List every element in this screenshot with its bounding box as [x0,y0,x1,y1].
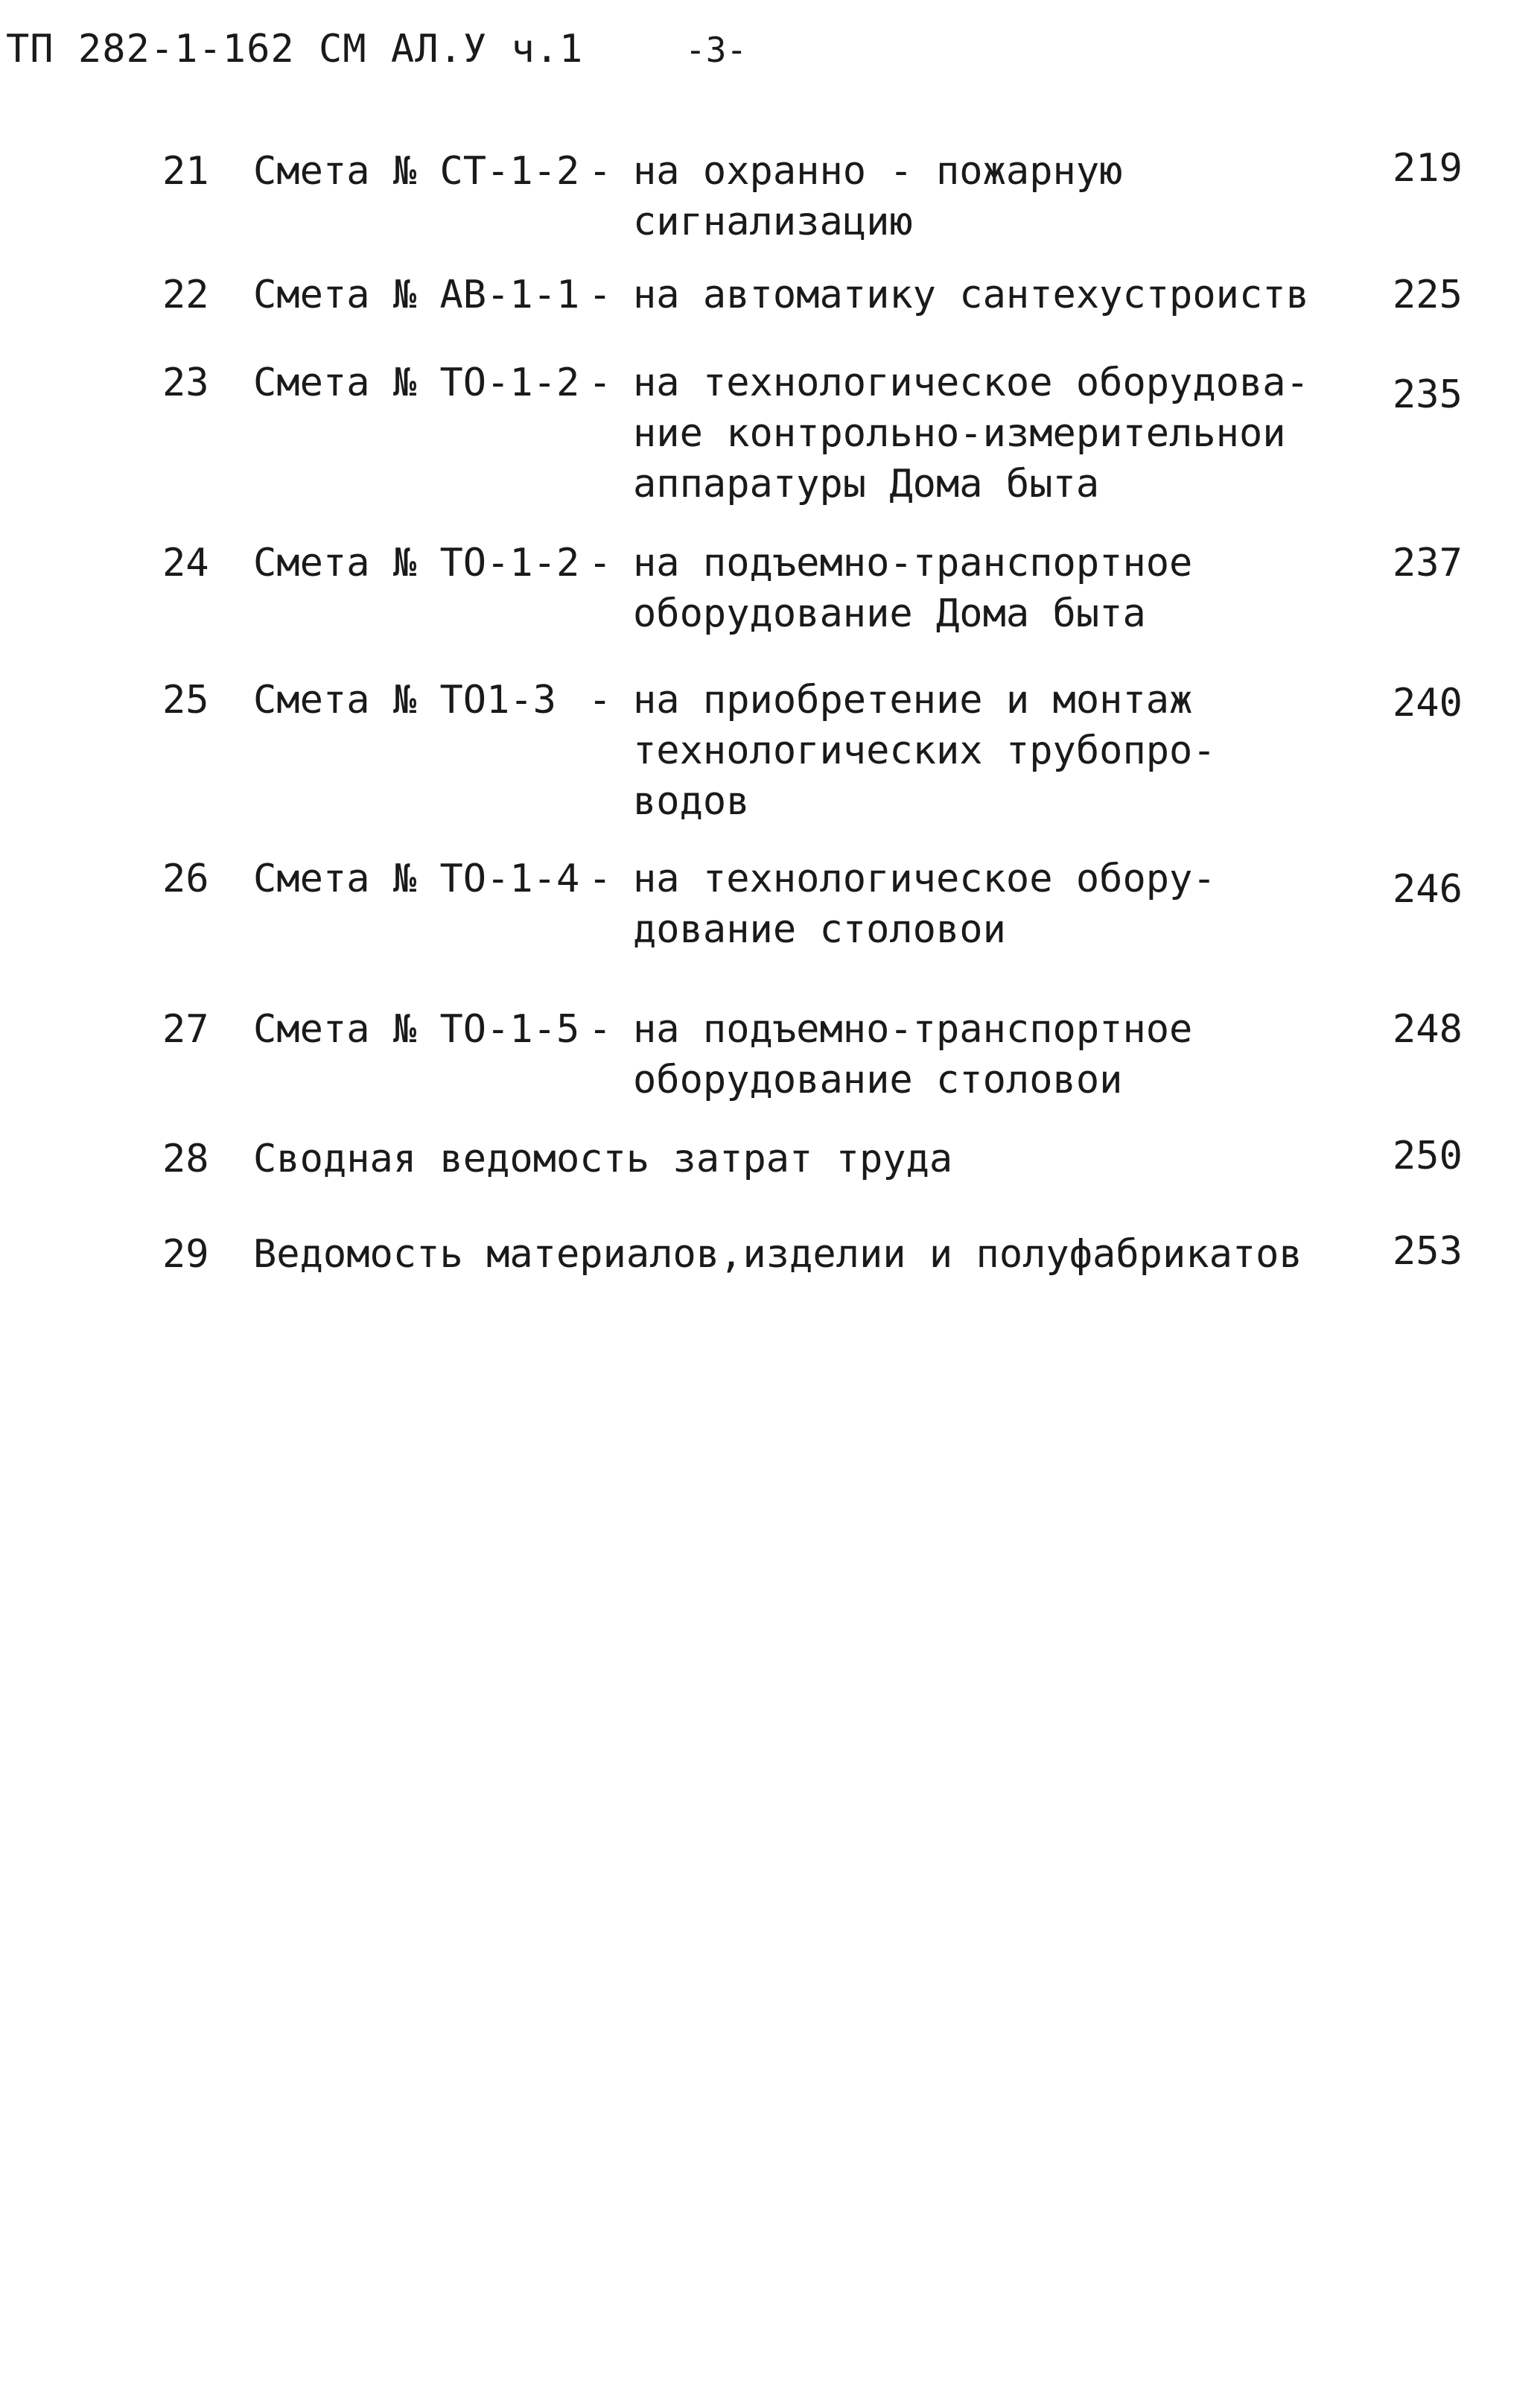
entry-description-line: ние контрольно-измерительнои [633,411,1286,456]
entry-dash: - [588,678,612,723]
document-header: ТП 282-1-162 СМ АЛ.У ч.1 [6,27,584,72]
entry-code: Смета № ТО-1-5 [253,1007,580,1052]
entry-title: Сводная ведомость затрат труда [253,1137,953,1181]
entry-description [633,538,1303,639]
contents-entry-28 [0,1134,1540,1229]
entry-description [633,270,1309,320]
contents-entry-27 [0,1004,1540,1134]
entry-number: 22 [162,273,209,317]
entry-description-line: технологических трубопро- [633,728,1216,773]
entry-dash: - [588,273,612,317]
entry-description-line: сигнализацию [633,200,913,244]
entry-description-line: дование столовои [633,907,1006,952]
entry-description [633,146,1303,247]
entry-code: Смета № ТО-1-4 [253,857,580,901]
entry-description-line: на технологическое оборудова- [633,361,1309,405]
entry-page: 235 [1393,372,1463,417]
entry-dash: - [588,149,612,194]
entry-number: 24 [162,541,209,585]
entry-number: 25 [162,678,209,723]
entry-description [633,854,1303,955]
entry-dash: - [588,857,612,901]
entry-page: 246 [1393,867,1463,912]
page-number: -3- [685,30,748,70]
contents-entry-22 [0,270,1540,358]
entry-description [633,1004,1303,1105]
entry-description-line: оборудование столовои [633,1058,1123,1102]
entry-description-line: на подъемно-транспортное [633,541,1193,585]
entry-number: 28 [162,1137,209,1181]
entry-page: 240 [1393,681,1463,725]
entry-number: 23 [162,361,209,405]
entry-description-line: на подъемно-транспортное [633,1007,1193,1052]
contents-entry-24 [0,538,1540,675]
entry-page: 225 [1393,273,1463,317]
entry-description-line: на охранно - пожарную [633,149,1123,194]
entry-page: 237 [1393,541,1463,585]
entry-description-line: аппаратуры Дома быта [633,462,1100,507]
entry-description [633,675,1303,827]
entry-dash: - [588,1007,612,1052]
entry-page: 248 [1393,1007,1463,1052]
entry-description-line: на автоматику сантехустроиств [633,273,1309,317]
entry-code: Смета № СТ-1-2 [253,149,580,194]
contents-entry-23 [0,358,1540,538]
entry-number: 27 [162,1007,209,1052]
entry-description-line: оборудование Дома быта [633,591,1146,636]
contents-entry-21 [0,146,1540,270]
contents-entry-26 [0,854,1540,1004]
entry-page: 253 [1393,1229,1463,1274]
entry-description-line: на технологическое обору- [633,857,1216,901]
entry-description-line: на приобретение и монтаж [633,678,1193,723]
entry-number: 21 [162,149,209,194]
contents-entry-25 [0,675,1540,854]
entry-code: Смета № ТО1-3 [253,678,556,723]
entry-description [633,358,1309,509]
entry-code: Смета № ТО-1-2 [253,361,580,405]
entry-dash: - [588,541,612,585]
entry-code: Смета № АВ-1-1 [253,273,580,317]
contents-entry-29 [0,1229,1540,1289]
entry-number: 26 [162,857,209,901]
contents-list [0,146,1540,1289]
entry-page: 250 [1393,1134,1463,1178]
entry-code: Смета № ТО-1-2 [253,541,580,585]
entry-page: 219 [1393,146,1463,191]
entry-number: 29 [162,1232,209,1277]
entry-description-line: водов [633,779,750,824]
entry-title: Ведомость материалов,изделии и полуфабрикатов [253,1232,1302,1277]
entry-dash: - [588,361,612,405]
